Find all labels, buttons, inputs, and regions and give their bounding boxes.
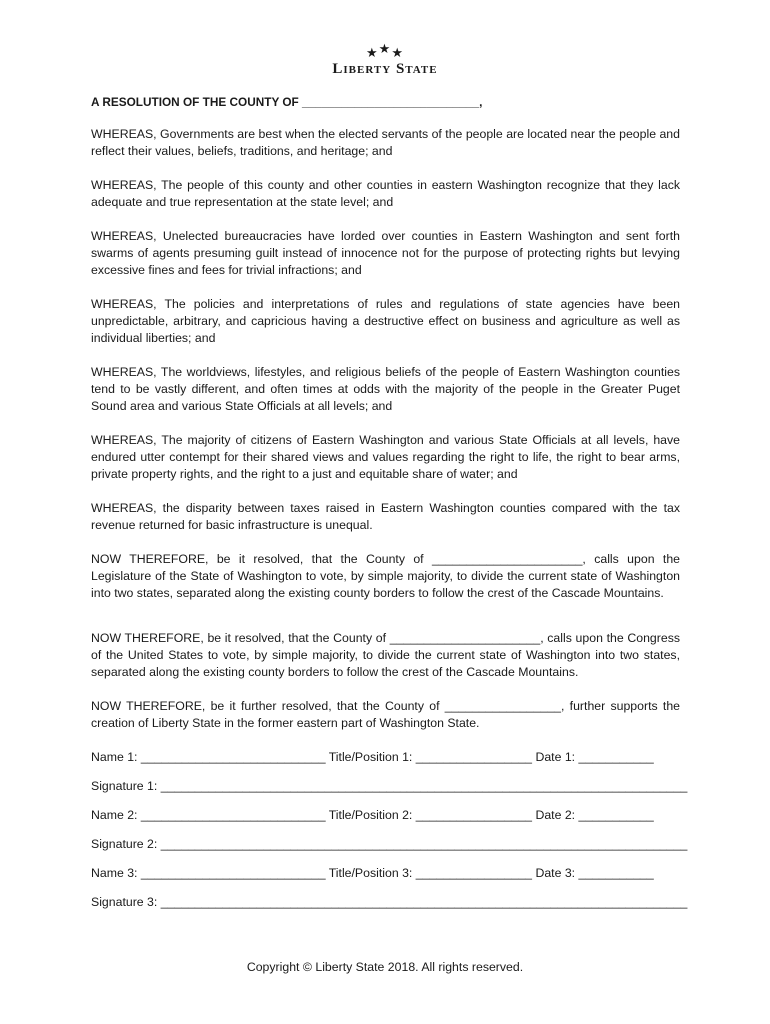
star-icon: ★	[391, 45, 404, 60]
paragraph-whereas-5: WHEREAS, The worldviews, lifestyles, and religious beliefs of the people of Eastern Washington counties tend to be vastly different, and often times at odds with the majority of the people in the Greater Puget Sound area and various State Officials at all levels; and	[91, 365, 680, 413]
paragraph-whereas-4: WHEREAS, The policies and interpretations of rules and regulations of state agencies have been unpredictable, arbitrary, and capricious having a destructive effect on business and agriculture as well as individual liberties; and	[91, 297, 680, 345]
name-line-2[interactable]: Name 2: ___________________________ Title/Position 2: _________________ Date 2: ___________	[91, 808, 654, 822]
star-icon: ★	[378, 41, 392, 56]
logo-name: Liberty State	[332, 61, 438, 77]
paragraph-whereas-6: WHEREAS, The majority of citizens of Eastern Washington and various State Officials at all levels, have endured utter contempt for their shared views and values regarding the right to life, the right to bear arms, private property rights, and the right to a just and equitable share of water; and	[91, 433, 680, 481]
paragraph-whereas-3: WHEREAS, Unelected bureaucracies have lorded over counties in Eastern Washington and sent forth swarms of agents presuming guilt instead of innocence not for the purpose of protecting rights but levying excessive fines and fees for trivial infractions; and	[91, 229, 680, 277]
signature-line-2[interactable]: Signature 2: _____________________________________________________________________________	[91, 837, 688, 851]
name-line-1[interactable]: Name 1: ___________________________ Title/Position 1: _________________ Date 1: ___________	[91, 750, 654, 764]
paragraph-resolved-congress: NOW THEREFORE, be it resolved, that the County of ______________________, calls upon the Congress of the United States to vote, by simple majority, to divide the current state of Washington into two states, separated along the existing county borders to follow the crest of the Cascade Mountains.	[91, 631, 680, 679]
paragraph-resolved-support: NOW THEREFORE, be it further resolved, that the County of _________________, further supports the creation of Liberty State in the former eastern part of Washington State.	[91, 699, 680, 730]
signature-line-3[interactable]: Signature 3: _____________________________________________________________________________	[91, 895, 688, 909]
paragraph-resolved-legislature: NOW THEREFORE, be it resolved, that the County of ______________________, calls upon the Legislature of the State of Washington to vote, by simple majority, to divide the current state of Washington into two states, separated along the existing county borders to follow the crest of the Cascade Mountains.	[91, 552, 680, 600]
star-icon: ★	[366, 45, 379, 60]
liberty-state-logo	[0, 41, 770, 78]
signature-line-1[interactable]: Signature 1: _____________________________________________________________________________	[91, 779, 688, 793]
paragraph-whereas-7: WHEREAS, the disparity between taxes raised in Eastern Washington counties compared with the tax revenue returned for basic infrastructure is unequal.	[91, 501, 680, 532]
paragraph-whereas-2: WHEREAS, The people of this county and other counties in eastern Washington recognize that they lack adequate and true representation at the state level; and	[91, 178, 680, 209]
name-line-3[interactable]: Name 3: ___________________________ Title/Position 3: _________________ Date 3: ___________	[91, 866, 654, 880]
stars-icon	[0, 41, 770, 60]
copyright-footer: Copyright © Liberty State 2018. All rights reserved.	[246, 960, 524, 974]
paragraph-whereas-1: WHEREAS, Governments are best when the elected servants of the people are located near the people and reflect their values, beliefs, traditions, and heritage; and	[91, 127, 680, 158]
resolution-body	[91, 94, 688, 923]
resolution-title: A RESOLUTION OF THE COUNTY OF ___________________________,	[91, 95, 483, 109]
